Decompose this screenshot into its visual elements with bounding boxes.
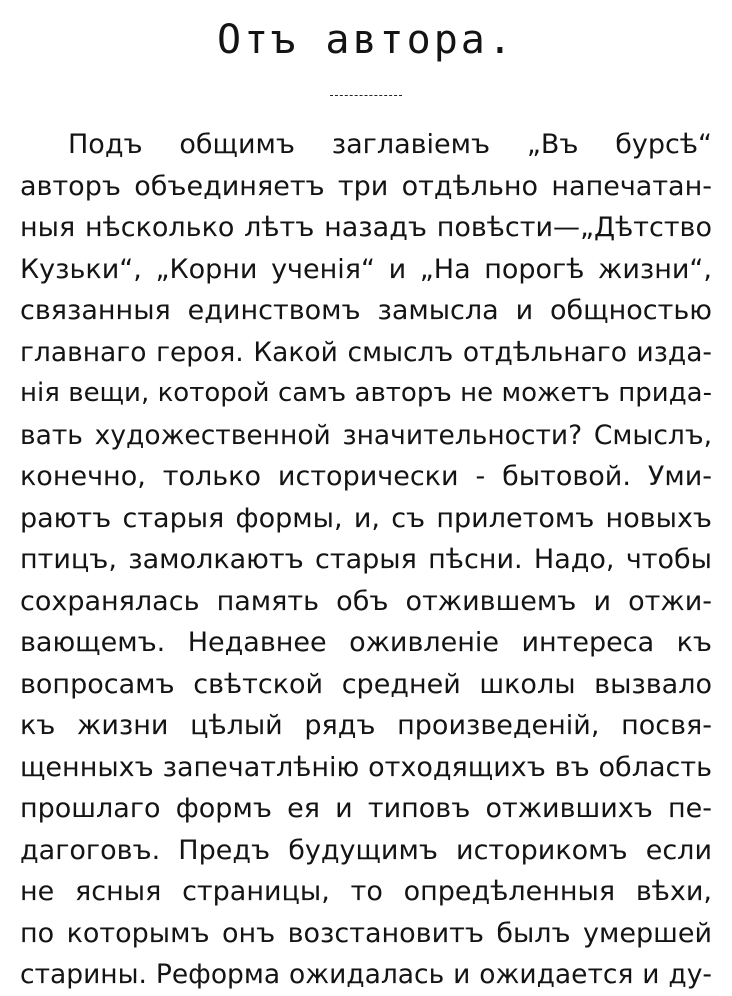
text-line: раютъ старыя формы, и, съ прилетомъ новыхъ bbox=[20, 502, 712, 534]
text-line: дагоговъ. Предъ будущимъ историкомъ если bbox=[20, 834, 712, 866]
text-line: прошлаго формъ ея и типовъ отжившихъ пе- bbox=[20, 793, 712, 824]
text-line: щенныхъ запечатлѣнію отходящихъ въ область bbox=[20, 751, 712, 783]
text-line: сохранялась память объ отжившемъ и отжи- bbox=[20, 585, 712, 617]
text-line: по которымъ онъ возстановитъ былъ умершей bbox=[20, 917, 712, 949]
text-line: главнаго героя. Какой смыслъ отдѣльнаго изда- bbox=[20, 336, 712, 368]
text-line: къ жизни цѣлый рядъ произведеній, посвя- bbox=[20, 710, 712, 741]
text-line: вать художественной значительности? Смыслъ, bbox=[20, 419, 712, 451]
body-text bbox=[20, 124, 712, 996]
text-line: Подъ общимъ заглавіемъ „Въ бурсѣ“ bbox=[68, 129, 712, 160]
text-line: вающемъ. Недавнее оживленіе интереса къ bbox=[20, 627, 712, 658]
text-line: связанныя единствомъ замысла и общностью bbox=[20, 295, 712, 326]
text-line: Кузьки“, „Корни ученія“ и „На порогѣ жизни“, bbox=[20, 253, 712, 285]
text-line: нія вещи, которой самъ авторъ не можетъ прида- bbox=[20, 378, 712, 408]
text-line: старины. Реформа ожидалась и ожидается и ду- bbox=[20, 959, 712, 990]
title-divider bbox=[330, 95, 402, 96]
text-line: вопросамъ свѣтской средней школы вызвало bbox=[20, 668, 712, 700]
text-line: ныя нѣсколько лѣтъ назадъ повѣсти—„Дѣтство bbox=[20, 212, 712, 243]
text-line: конечно, только исторически - бытовой. Уми- bbox=[20, 461, 712, 492]
page-title: Отъ автора. bbox=[217, 17, 515, 63]
text-line: авторъ объединяетъ три отдѣльно напечатан- bbox=[20, 170, 712, 202]
text-line: птицъ, замолкаютъ старыя пѣсни. Надо, чтобы bbox=[20, 544, 712, 575]
text-line: не ясныя страницы, то опредѣленныя вѣхи, bbox=[20, 876, 712, 907]
